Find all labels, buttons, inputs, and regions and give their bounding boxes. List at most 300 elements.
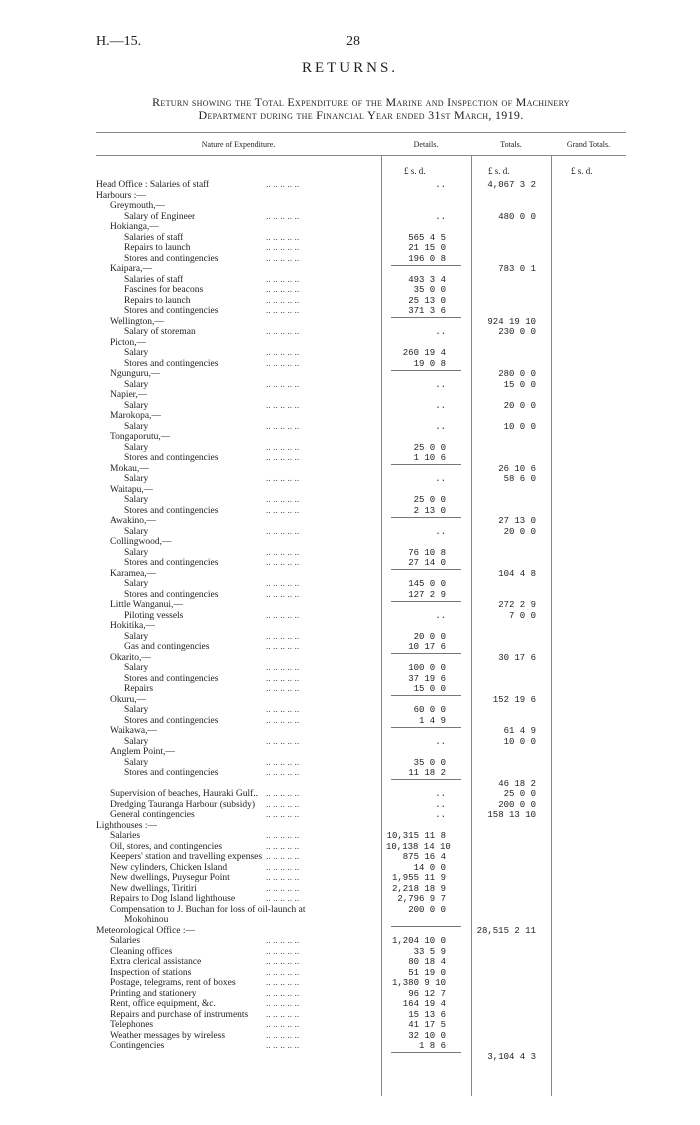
details-amount: 1,955 11 9 [391, 873, 446, 883]
row-label: Salaries [110, 831, 141, 841]
row-label: Lighthouses :— [96, 820, 157, 831]
details-amount: 875 16 4 [402, 852, 446, 862]
table-row [96, 264, 626, 275]
row-label: Hokianga,— [110, 222, 159, 232]
table-row [96, 747, 626, 758]
leader-dots: .. .. .. .. .. [266, 579, 300, 589]
row-label: Repairs and purchase of instruments [110, 1009, 249, 1020]
row-label: Hokitika,— [110, 621, 156, 631]
row-label: Stores and contingencies [124, 358, 219, 369]
row-label: Weather messages by wireless [110, 1030, 226, 1041]
details-amount: 200 0 0 [408, 904, 446, 915]
table-row [96, 789, 626, 800]
row-label: Piloting vessels [124, 610, 184, 621]
row-label: Kaipara,— [110, 264, 152, 274]
leader-dots: .. .. .. .. .. [266, 285, 300, 295]
details-amount: 1,380 9 10 [391, 978, 446, 988]
row-label: Fascines for beacons [124, 285, 204, 295]
leader-dots: .. .. .. .. .. [266, 1009, 300, 1020]
row-label: Stores and contingencies [124, 453, 219, 463]
row-label: Salary [124, 474, 149, 484]
table-row [96, 222, 626, 233]
details-amount: 565 4 5 [408, 232, 446, 243]
row-label: Stores and contingencies [124, 768, 219, 778]
row-label: Stores and contingencies [124, 505, 219, 516]
row-label: Salaries of staff [124, 274, 184, 285]
table-row [96, 558, 626, 569]
leader-dots: .. .. .. .. .. [266, 967, 300, 978]
row-label: Keepers' station and travelling expenses [110, 852, 263, 862]
table-row [96, 180, 626, 191]
details-amount: 164 19 4 [402, 999, 446, 1009]
leader-dots: .. .. .. .. .. [266, 841, 300, 852]
details-amount: .. [435, 400, 446, 411]
table-row [96, 243, 626, 254]
row-label: Stores and contingencies [124, 306, 219, 316]
leader-dots: .. .. .. .. .. [266, 180, 300, 190]
table-row [96, 201, 626, 212]
row-label: Salaries [110, 936, 141, 946]
table-row [96, 915, 626, 926]
details-amount: 14 0 0 [413, 862, 446, 873]
row-label: Harbours :— [96, 190, 146, 201]
details-amount: 127 2 9 [408, 589, 446, 600]
table-row [96, 537, 626, 548]
page-title: RETURNS. [301, 60, 399, 76]
details-amount: 76 10 8 [408, 547, 446, 558]
details-amount: 1 8 6 [418, 1041, 446, 1051]
return-caption [96, 96, 626, 122]
row-label: Salary [124, 495, 149, 505]
leader-dots: .. .. .. .. .. [266, 547, 300, 558]
details-amount: .. [435, 610, 446, 621]
table-row [96, 884, 626, 895]
leader-dots: .. .. .. .. .. [266, 589, 300, 600]
table-row [96, 569, 626, 580]
table-row [96, 842, 626, 853]
row-label: Collingwood,— [110, 537, 172, 547]
totals-amount: 200 0 0 [498, 799, 536, 810]
table-row [96, 642, 626, 653]
table-row [96, 653, 626, 664]
leader-dots: .. .. .. .. .. [266, 673, 300, 684]
table-row [96, 705, 626, 716]
details-amount: 21 15 0 [408, 243, 446, 253]
table-row [96, 999, 626, 1010]
table-row [96, 474, 626, 485]
leader-dots: .. .. .. .. .. [266, 999, 300, 1009]
table-row [96, 1020, 626, 1031]
row-label: Extra clerical assistance [110, 957, 202, 967]
totals-amount: 783 0 1 [498, 264, 536, 274]
table-row [96, 894, 626, 905]
leader-dots: .. .. .. .. .. [266, 211, 300, 222]
leader-dots: .. .. .. .. .. [266, 474, 300, 484]
totals-amount: 30 17 6 [498, 652, 536, 663]
details-amount: 41 17 5 [408, 1020, 446, 1030]
table-row [96, 495, 626, 506]
details-amount: .. [435, 526, 446, 537]
table-row [96, 863, 626, 874]
row-label: Gas and contingencies [124, 642, 210, 652]
totals-amount: 58 6 0 [503, 474, 536, 484]
row-label: Salary [124, 547, 149, 558]
table-row [96, 821, 626, 832]
totals-amount: 158 13 10 [487, 810, 536, 820]
table-row [96, 527, 626, 538]
table-row [96, 369, 626, 380]
column-headers [96, 133, 626, 155]
row-label: Oil, stores, and contingencies [110, 841, 223, 852]
details-amount: 25 0 0 [413, 495, 446, 505]
leader-dots: .. .. .. .. .. [266, 1041, 300, 1051]
leader-dots: .. .. .. .. .. [266, 978, 300, 988]
row-label: Napier,— [110, 390, 148, 400]
totals-amount: 46 18 2 [498, 778, 536, 789]
table-row [96, 390, 626, 401]
leader-dots: .. .. .. .. .. [266, 873, 300, 883]
details-amount: 1 4 9 [418, 715, 446, 726]
row-label: Compensation to J. Buchan for loss of oil-launch at [110, 904, 306, 915]
details-amount: 37 19 6 [408, 673, 446, 684]
details-amount: 33 5 9 [413, 946, 446, 957]
table-row [96, 516, 626, 527]
table-row [96, 1031, 626, 1042]
table-row [96, 1041, 626, 1052]
leader-dots: .. .. .. .. .. [266, 526, 300, 537]
details-amount: 25 0 0 [413, 442, 446, 453]
details-amount: 35 0 0 [413, 285, 446, 295]
leader-dots: .. .. .. .. .. [266, 358, 300, 369]
row-label: Okuru,— [110, 694, 147, 705]
totals-amount: 152 19 6 [492, 694, 536, 705]
table-row [96, 401, 626, 412]
row-label: New dwellings, Puysegur Point [110, 873, 230, 883]
totals-amount: 20 0 0 [503, 526, 536, 537]
details-amount: .. [435, 327, 446, 337]
totals-amount: 3,104 4 3 [487, 1051, 536, 1062]
table-body [96, 156, 626, 1096]
details-amount: .. [435, 736, 446, 747]
totals-amount: 25 0 0 [503, 789, 536, 799]
leader-dots: .. .. .. .. .. [266, 642, 300, 652]
row-label: Awakino,— [110, 516, 156, 526]
table-row [96, 695, 626, 706]
row-label: Head Office : Salaries of staff [96, 180, 210, 190]
leader-dots: .. .. .. .. .. [266, 295, 300, 306]
table-row [96, 852, 626, 863]
leader-dots: .. .. .. .. .. [266, 957, 300, 967]
row-label: Wellington,— [110, 316, 164, 327]
column-header-nature: Nature of Expenditure. [201, 139, 276, 149]
leader-dots: .. .. .. .. .. [266, 442, 300, 453]
row-label: Rent, office equipment, &c. [110, 999, 216, 1009]
totals-amount: 26 10 6 [498, 463, 536, 474]
leader-dots: .. .. .. .. .. [266, 789, 300, 799]
table-row [96, 380, 626, 391]
details-amount: 80 18 4 [408, 957, 446, 967]
table-row [96, 485, 626, 496]
details-amount: .. [435, 180, 446, 190]
details-amount: 25 13 0 [408, 295, 446, 306]
leader-dots: .. .. .. .. .. [266, 988, 300, 999]
table-row [96, 663, 626, 674]
table-row [96, 926, 626, 937]
details-amount: .. [435, 379, 446, 390]
leader-dots: .. .. .. .. .. [266, 274, 300, 285]
unit-label-totals: £ s. d. [488, 166, 510, 176]
details-amount: .. [435, 799, 446, 810]
leader-dots: .. .. .. .. .. [266, 684, 300, 694]
table-row [96, 464, 626, 475]
details-amount: 20 0 0 [413, 631, 446, 642]
details-amount: 100 0 0 [408, 663, 446, 673]
totals-amount: 15 0 0 [503, 379, 536, 390]
row-label: Supervision of beaches, Hauraki Gulf.. [110, 789, 259, 799]
totals-amount: 27 13 0 [498, 516, 536, 526]
totals-amount: 4,067 3 2 [487, 180, 536, 190]
table-row [96, 191, 626, 202]
table-row [96, 275, 626, 286]
row-label: Ngunguru,— [110, 369, 161, 379]
details-amount: .. [435, 421, 446, 432]
caption-line-1: Return showing the Total Expenditure of the Marine and Inspection of Machinery [152, 95, 570, 109]
leader-dots: .. .. .. .. .. [266, 253, 300, 264]
row-label: Stores and contingencies [124, 673, 219, 684]
row-label: Salary of Engineer [124, 211, 196, 222]
leader-dots: .. .. .. .. .. [266, 736, 300, 747]
details-amount: 10 17 6 [408, 642, 446, 652]
leader-dots: .. .. .. .. .. [266, 610, 300, 621]
row-label: Karamea,— [110, 568, 157, 579]
leader-dots: .. .. .. .. .. [266, 1030, 300, 1041]
totals-amount: 924 19 10 [487, 316, 536, 327]
table-row [96, 621, 626, 632]
table-row [96, 758, 626, 769]
unit-label-grand: £ s. d. [571, 166, 593, 176]
column-header-details: Details. [413, 139, 439, 149]
table-row [96, 548, 626, 559]
row-label: Anglem Point,— [110, 747, 175, 757]
row-label: Greymouth,— [110, 201, 166, 211]
row-label: Telephones [110, 1020, 154, 1030]
leader-dots: .. .. .. .. .. [266, 558, 300, 568]
row-label: Mokohinou [124, 915, 169, 925]
table-row [96, 338, 626, 349]
row-label: Salary [124, 705, 149, 715]
leader-dots: .. .. .. .. .. [266, 862, 300, 873]
totals-amount: 480 0 0 [498, 211, 536, 222]
row-label: Salary [124, 579, 149, 589]
row-label: Repairs [124, 684, 154, 694]
table-row [96, 306, 626, 317]
leader-dots: .. .. .. .. .. [266, 453, 300, 463]
table-row [96, 317, 626, 328]
table-row [96, 810, 626, 821]
row-label: Little Wanganui,— [110, 600, 183, 610]
leader-dots: .. .. .. .. .. [266, 232, 300, 243]
leader-dots: .. .. .. .. .. [266, 306, 300, 316]
row-label: Waitapu,— [110, 484, 154, 495]
row-label: Salary [124, 348, 149, 358]
leader-dots: .. .. .. .. .. [266, 400, 300, 411]
row-label: Stores and contingencies [124, 253, 219, 264]
leader-dots: .. .. .. .. .. [266, 883, 300, 894]
table-row [96, 957, 626, 968]
leader-dots: .. .. .. .. .. [266, 1020, 300, 1030]
table-row [96, 674, 626, 685]
details-amount: .. [435, 474, 446, 484]
table-row [96, 947, 626, 958]
column-header-grand-totals: Grand Totals. [566, 139, 611, 149]
table-row [96, 632, 626, 643]
row-label: Inspection of stations [110, 967, 192, 978]
details-amount: 2 13 0 [413, 505, 446, 516]
row-label: Marokopa,— [110, 411, 161, 421]
table-row [96, 978, 626, 989]
table-row [96, 800, 626, 811]
details-amount: 2,796 9 7 [397, 894, 446, 904]
table-row [96, 779, 626, 790]
details-amount: 10,315 11 8 [386, 831, 446, 841]
table-row [96, 327, 626, 338]
table-row [96, 873, 626, 884]
column-header-totals: Totals. [500, 139, 522, 149]
table-row [96, 611, 626, 622]
table-row [96, 453, 626, 464]
table-row [96, 411, 626, 422]
row-label: Repairs to Dog Island lighthouse [110, 894, 236, 904]
row-label: Contingencies [110, 1041, 165, 1051]
row-label: Salary [124, 526, 149, 537]
details-amount: 19 0 8 [413, 358, 446, 369]
table-row [96, 254, 626, 265]
table-row [96, 600, 626, 611]
totals-amount: 28,515 2 11 [476, 925, 536, 936]
leader-dots: .. .. .. .. .. [266, 715, 300, 726]
totals-amount: 7 0 0 [508, 610, 536, 621]
leader-dots: .. .. .. .. .. [266, 243, 300, 253]
details-amount: 196 0 8 [408, 253, 446, 264]
table-row [96, 968, 626, 979]
row-label: Cleaning offices [110, 946, 173, 957]
table-row [96, 348, 626, 359]
table-row [96, 831, 626, 842]
table-row [96, 233, 626, 244]
details-amount: 32 10 0 [408, 1030, 446, 1041]
details-amount: .. [435, 211, 446, 222]
row-label: General contingencies [110, 810, 195, 820]
row-label: Printing and stationery [110, 988, 197, 999]
row-label: Salary [124, 663, 149, 673]
row-label: Repairs to launch [124, 295, 191, 306]
leader-dots: .. .. .. .. .. [266, 852, 300, 862]
row-label: Salary [124, 421, 149, 432]
table-row [96, 212, 626, 223]
row-label: Repairs to launch [124, 243, 191, 253]
row-label: Dredging Tauranga Harbour (subsidy) [110, 799, 256, 810]
leader-dots: .. .. .. .. .. [266, 894, 300, 904]
details-amount: .. [435, 810, 446, 820]
table-row [96, 768, 626, 779]
leader-dots: .. .. .. .. .. [266, 348, 300, 358]
details-amount: 35 0 0 [413, 757, 446, 768]
leader-dots: .. .. .. .. .. [266, 495, 300, 505]
table-row [96, 1052, 626, 1063]
row-label: New cylinders, Chicken Island [110, 862, 228, 873]
row-label: Salary [124, 379, 149, 390]
totals-amount: 104 4 8 [498, 568, 536, 579]
details-amount: 145 0 0 [408, 579, 446, 589]
row-label: Salary [124, 631, 149, 642]
row-label: Waikawa,— [110, 726, 157, 736]
leader-dots: .. .. .. .. .. [266, 810, 300, 820]
details-amount: 15 0 0 [413, 684, 446, 694]
row-label: Salary [124, 400, 149, 411]
table-row [96, 989, 626, 1000]
table-row [96, 359, 626, 370]
table-row [96, 1010, 626, 1021]
row-label: Mokau,— [110, 463, 149, 474]
table-row [96, 285, 626, 296]
leader-dots: .. .. .. .. .. [266, 946, 300, 957]
row-label: Salary [124, 442, 149, 453]
row-label: Stores and contingencies [124, 715, 219, 726]
leader-dots: .. .. .. .. .. [266, 421, 300, 432]
leader-dots: .. .. .. .. .. [266, 705, 300, 715]
table-row [96, 579, 626, 590]
totals-amount: 280 0 0 [498, 369, 536, 379]
row-label: Stores and contingencies [124, 589, 219, 600]
details-amount: 2,218 18 9 [391, 883, 446, 894]
details-amount: 371 3 6 [408, 306, 446, 316]
totals-amount: 272 2 9 [498, 600, 536, 610]
details-amount: 260 19 4 [402, 348, 446, 358]
leader-dots: .. .. .. .. .. [266, 379, 300, 390]
table-row [96, 905, 626, 916]
leader-dots: .. .. .. .. .. [266, 663, 300, 673]
details-amount: 11 18 2 [408, 768, 446, 778]
totals-amount: 10 0 0 [503, 421, 536, 432]
details-amount: 1,204 10 0 [391, 936, 446, 946]
row-label: New dwellings, Tiritiri [110, 883, 197, 894]
table-row [96, 506, 626, 517]
row-label: Picton,— [110, 337, 147, 348]
page-reference: H.—15. [96, 34, 142, 49]
table-row [96, 422, 626, 433]
caption-line-2: Department during the Financial Year ended 31st March, 1919. [198, 108, 524, 122]
leader-dots: .. .. .. .. .. [266, 631, 300, 642]
totals-amount: 20 0 0 [503, 400, 536, 411]
table-row [96, 936, 626, 947]
details-amount: 51 19 0 [408, 967, 446, 978]
details-amount: 10,138 14 10 [386, 841, 451, 852]
details-amount: 96 12 7 [408, 988, 446, 999]
row-label: Tongaporutu,— [110, 432, 171, 442]
totals-amount: 61 4 9 [503, 726, 536, 736]
table-row [96, 432, 626, 443]
details-amount: 1 10 6 [413, 453, 446, 463]
row-label: Salary [124, 757, 149, 768]
leader-dots: .. .. .. .. .. [266, 831, 300, 841]
table-row [96, 716, 626, 727]
row-label: Stores and contingencies [124, 558, 219, 568]
row-label: Postage, telegrams, rent of boxes [110, 978, 236, 988]
unit-label-details: £ s. d. [404, 166, 426, 176]
leader-dots: .. .. .. .. .. [266, 799, 300, 810]
leader-dots: .. .. .. .. .. [266, 936, 300, 946]
expenditure-table [96, 132, 626, 1096]
